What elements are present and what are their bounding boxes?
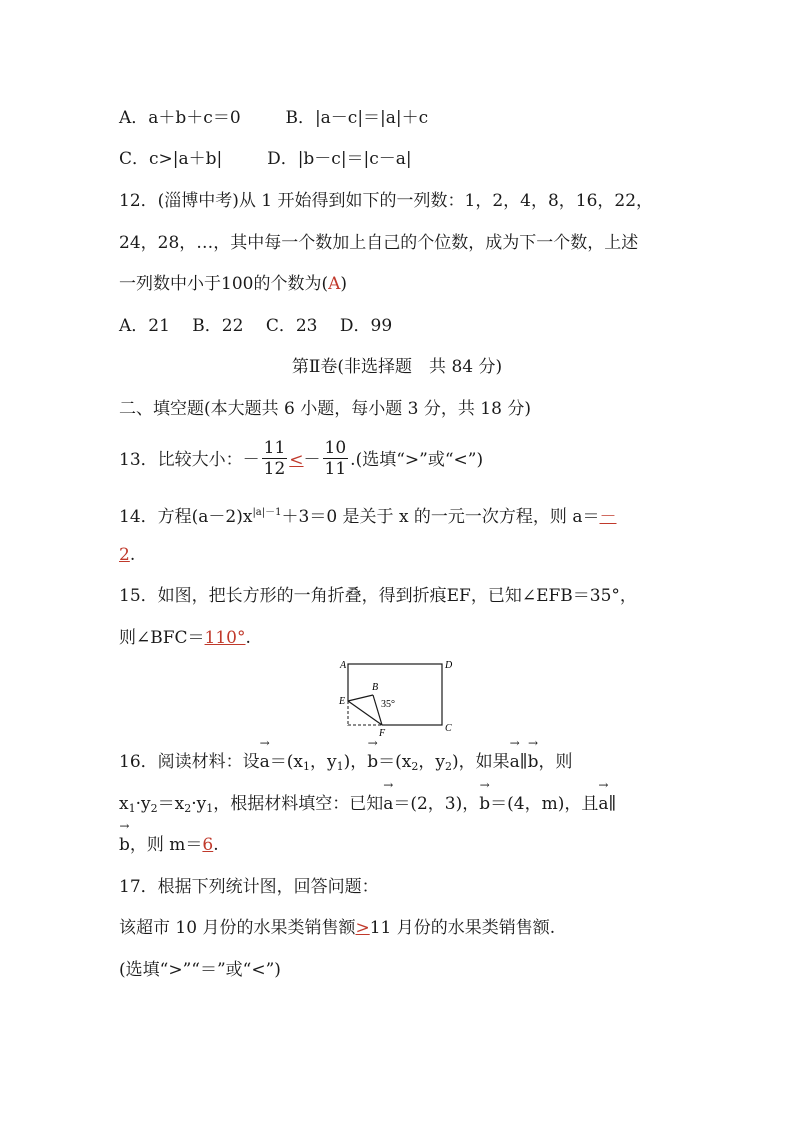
q17-line2 xyxy=(119,916,555,940)
section-title: 第Ⅱ卷(非选择题 共 84 分) xyxy=(291,357,503,377)
q16-a-y-sub: 1 xyxy=(336,760,344,773)
q16-y1-sub: 1 xyxy=(206,802,214,815)
q13-frac2-denominator: 11 xyxy=(324,459,347,479)
vector-a xyxy=(598,778,609,816)
arrow-icon: → xyxy=(383,778,394,792)
q12-line1: 12．(淄博中考)从 1 开始得到如下的一列数：1，2，4，8，16，22， xyxy=(119,191,654,211)
q16-x2: x xyxy=(174,794,185,814)
q16-b-x-sub: 2 xyxy=(411,760,419,773)
label-a: A xyxy=(340,660,347,671)
q12-answer: A xyxy=(328,274,341,294)
q14-exponent: |a|－1 xyxy=(252,507,282,518)
q17-line1: 17．根据下列统计图，回答问题： xyxy=(119,877,379,897)
q16-dot1: · xyxy=(135,794,141,814)
q15-line2 xyxy=(119,626,251,650)
q16-a-y: ，y xyxy=(310,752,337,772)
q14-line2 xyxy=(119,543,135,567)
q17-answer: > xyxy=(355,918,370,938)
vector-b xyxy=(527,736,539,774)
q16-m-text: ，则 m＝ xyxy=(129,835,203,855)
label-c: C xyxy=(445,723,452,734)
q16-x2-sub: 2 xyxy=(184,802,192,815)
q16-y2-sub: 2 xyxy=(150,802,158,815)
arrow-icon: → xyxy=(259,736,270,750)
q16-x1-sub: 1 xyxy=(128,802,136,815)
q17-line3: (选填“>”“＝”或“<”) xyxy=(119,960,281,980)
rectangle-abcd xyxy=(348,664,442,725)
q11-options-row2 xyxy=(119,147,412,171)
q12-options: A．21 B．22 C．23 D．99 xyxy=(119,316,393,336)
q17-suffix: 11 月份的水果类销售额. xyxy=(369,918,556,938)
q13-fraction-1 xyxy=(262,438,288,479)
parallel-symbol: ∥ xyxy=(519,752,528,772)
q16-b-y-sub: 2 xyxy=(445,760,452,773)
q16-given: ，根据材料填空：已知 xyxy=(213,794,384,814)
q13-line xyxy=(119,438,483,482)
q16-a-close: )， xyxy=(343,752,368,772)
label-e: E xyxy=(339,696,346,707)
q16-b-value: ＝(4，m)，且 xyxy=(490,794,599,814)
crease-ef xyxy=(348,701,382,725)
q11-option-c: C．c>|a＋b| xyxy=(119,149,223,169)
q16-eq3: ＝ xyxy=(157,794,175,814)
q12-line3-text: 一列数中小于100的个数为( xyxy=(119,274,329,294)
vector-a-letter: a xyxy=(509,752,520,772)
q13-suffix: .(选填“>”或“<”) xyxy=(350,450,484,470)
q13-frac1-denominator: 12 xyxy=(263,459,286,479)
q14-answer-value: 2 xyxy=(119,545,130,565)
q16-line3 xyxy=(119,819,219,857)
q16-y1: y xyxy=(196,794,207,814)
q16-dot2: · xyxy=(191,794,197,814)
q14-prefix: 14．方程(a－2)x xyxy=(119,507,253,527)
vector-b-letter: b xyxy=(527,752,539,772)
arrow-icon: → xyxy=(598,778,609,792)
q16-prefix: 16．阅读材料：设 xyxy=(119,752,260,772)
q16-then: ，则 xyxy=(538,752,573,772)
q16-a-x: (x xyxy=(286,752,304,772)
q11-options-row1 xyxy=(119,106,428,130)
q13-fraction-2 xyxy=(323,438,349,479)
q11-option-d: D．|b－c|＝|c－a| xyxy=(267,149,412,169)
q16-b-x: (x xyxy=(395,752,412,772)
q13-frac2-numerator: 10 xyxy=(324,438,347,458)
q15-end: . xyxy=(245,628,251,648)
fold-diagram xyxy=(336,655,466,737)
q16-eq1: ＝ xyxy=(269,752,287,772)
vector-a xyxy=(383,778,394,816)
q16-b-y: ，y xyxy=(418,752,445,772)
q13-prefix: 13．比较大小：－ xyxy=(119,450,260,470)
vector-b-letter: b xyxy=(119,835,130,855)
label-d: D xyxy=(445,660,453,671)
q16-y2: y xyxy=(141,794,151,814)
q16-line1 xyxy=(119,736,573,779)
vector-b xyxy=(479,778,491,816)
q12-line3 xyxy=(119,272,347,296)
parallel-symbol: ∥ xyxy=(608,794,617,814)
segment-eb xyxy=(348,695,373,701)
part2-heading: 二、填空题(本大题共 6 小题，每小题 3 分，共 18 分) xyxy=(119,399,531,419)
q13-frac1-numerator: 11 xyxy=(263,438,286,458)
q14-end: . xyxy=(129,545,136,565)
arrow-icon: → xyxy=(119,819,130,833)
q17-prefix: 该超市 10 月份的水果类销售额 xyxy=(119,918,356,938)
q16-eq2: ＝ xyxy=(378,752,396,772)
label-f: F xyxy=(379,728,386,737)
q16-b-close: )，如果 xyxy=(452,752,510,772)
vector-b-letter: b xyxy=(479,794,491,814)
q14-text: ＋3＝0 是关于 x 的一元一次方程，则 a＝ xyxy=(281,507,600,527)
vector-b xyxy=(119,819,130,857)
q11-option-a: A．a＋b＋c＝0 xyxy=(119,108,241,128)
vector-a-letter: a xyxy=(598,794,609,814)
arrow-icon: → xyxy=(528,736,539,750)
q13-minus: － xyxy=(303,450,321,470)
q16-end: . xyxy=(213,835,219,855)
q15-answer: 110° xyxy=(204,628,246,648)
q15-prefix: 则∠BFC＝ xyxy=(119,628,205,648)
arrow-icon: → xyxy=(479,778,490,792)
q14-line1 xyxy=(119,501,616,529)
vector-a-letter: a xyxy=(259,752,270,772)
q12-line2: 24，28，…，其中每一个数加上自己的个位数，成为下一个数，上述 xyxy=(119,233,639,253)
q13-answer: < xyxy=(289,450,304,470)
label-b: B xyxy=(372,682,379,693)
q16-a-x-sub: 1 xyxy=(303,760,311,773)
vector-b xyxy=(367,736,379,774)
label-angle: 35° xyxy=(381,699,395,710)
q12-line3-close: ) xyxy=(340,274,348,294)
vector-a-letter: a xyxy=(383,794,394,814)
q16-line2 xyxy=(119,778,617,821)
arrow-icon: → xyxy=(367,736,378,750)
q16-answer: 6 xyxy=(202,835,214,855)
vector-b-letter: b xyxy=(367,752,379,772)
vector-a xyxy=(259,736,270,774)
q16-a-value: ＝(2，3)， xyxy=(393,794,480,814)
arrow-icon: → xyxy=(509,736,520,750)
q14-answer-sign: － xyxy=(599,507,617,527)
q16-x1: x xyxy=(119,794,129,814)
vector-a xyxy=(509,736,520,774)
q11-option-b: B．|a－c|＝|a|＋c xyxy=(285,108,429,128)
q15-line1: 15．如图，把长方形的一角折叠，得到折痕EF，已知∠EFB＝35°， xyxy=(119,586,637,606)
